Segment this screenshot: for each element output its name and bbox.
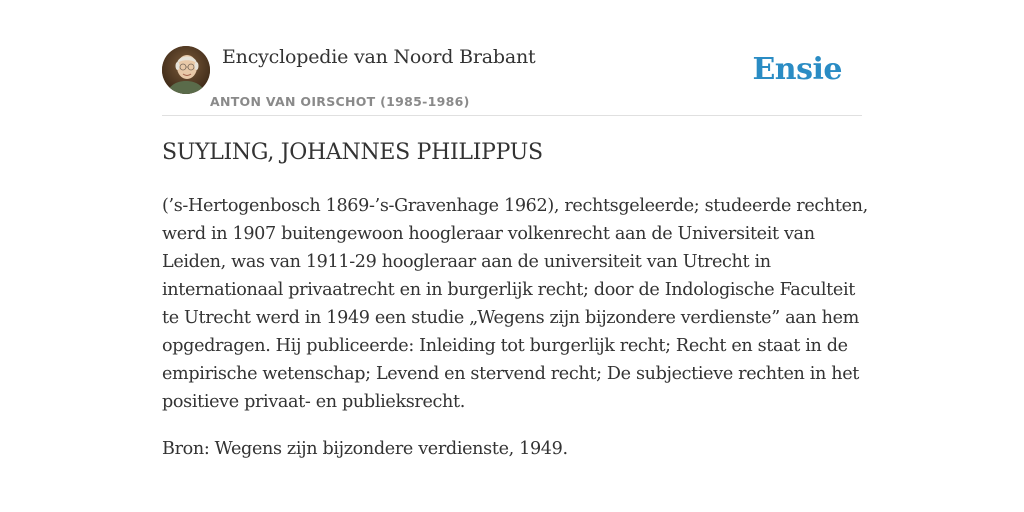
- body-line: opgedragen. Hij publiceerde: Inleiding tot burgerlijk recht; Recht en staat in de: [162, 336, 848, 356]
- author-name[interactable]: ANTON VAN OIRSCHOT (1985-1986): [210, 94, 470, 109]
- body-line: internationaal privaatrecht en in burgerlijk recht; door de Indologische Faculteit: [162, 280, 855, 300]
- entry-body: [162, 192, 868, 416]
- header: [162, 46, 862, 116]
- body-line: te Utrecht werd in 1949 een studie „Wegens zijn bijzondere verdienste” aan hem: [162, 308, 859, 328]
- entry-title: SUYLING, JOHANNES PHILIPPUS: [162, 140, 543, 165]
- entry-source: Bron: Wegens zijn bijzondere verdienste, 1949.: [162, 439, 568, 459]
- body-line: werd in 1907 buitengewoon hoogleraar volkenrecht aan de Universiteit van: [162, 224, 815, 244]
- body-line: empirische wetenschap; Levend en stervend recht; De subjectieve rechten in het: [162, 364, 860, 384]
- author-portrait-icon: [162, 46, 210, 94]
- author-avatar[interactable]: [162, 46, 210, 94]
- encyclopedia-title[interactable]: Encyclopedie van Noord Brabant: [222, 46, 536, 68]
- body-line: positieve privaat- en publieksrecht.: [162, 392, 466, 412]
- brand-logo[interactable]: Ensie: [752, 52, 842, 87]
- body-line: (’s-Hertogenbosch 1869-’s-Gravenhage 1962), rechtsgeleerde; studeerde rechten,: [162, 196, 868, 216]
- body-line: Leiden, was van 1911-29 hoogleraar aan de universiteit van Utrecht in: [162, 252, 771, 272]
